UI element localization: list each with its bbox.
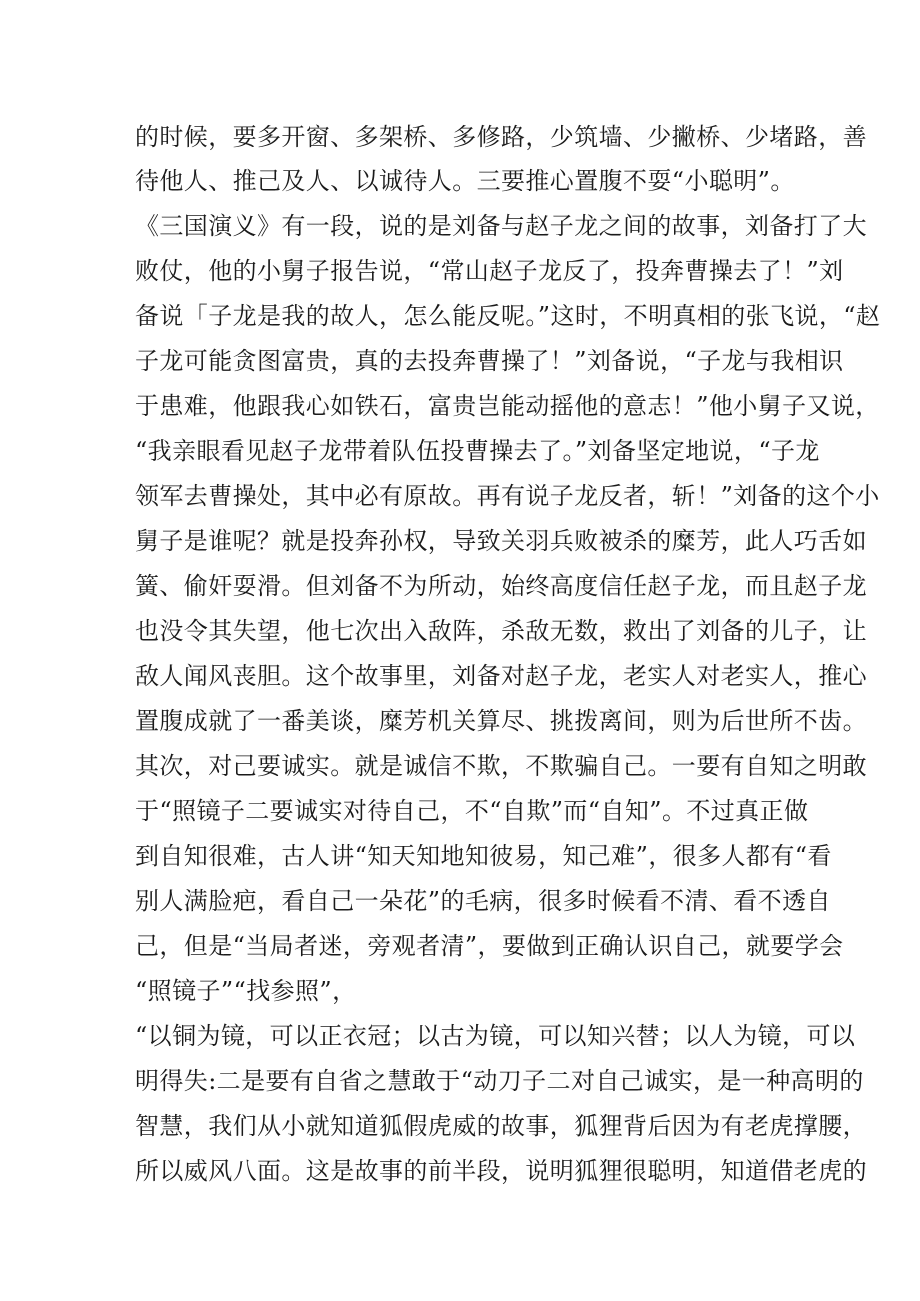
- text-line: 别人满脸疤，看自己一朵花”的毛病，很多时候看不清、看不透自: [135, 887, 831, 915]
- text-line: “照镜子”“找参照”，: [135, 977, 357, 1005]
- text-line: 其次，对己要诚实。就是诚信不欺，不欺骗自己。一要有自知之明敢: [135, 752, 867, 780]
- text-line: 到自知很难，古人讲“知天知地知彼易，知己难”，很多人都有“看: [135, 842, 832, 870]
- text-line: 置腹成就了一番美谈，糜芳机关算尽、挑拨离间，则为后世所不齿。: [135, 707, 867, 735]
- text-line: 于患难，他跟我心如铁石，富贵岂能动摇他的意志！”他小舅子又说，: [135, 392, 880, 420]
- text-line: 的时候，要多开窗、多架桥、多修路，少筑墙、少撇桥、少堵路，善: [135, 123, 867, 151]
- text-line: “以铜为镜，可以正衣冠；以古为镜，可以知兴替；以人为镜，可以: [135, 1022, 856, 1050]
- text-line: “我亲眼看见赵子龙带着队伍投曹操去了。”刘备坚定地说，“子龙: [135, 437, 820, 465]
- text-line: 《三国演义》有一段，说的是刘备与赵子龙之间的故事，刘备打了大: [135, 212, 867, 240]
- text-line: 明得失:二是要有自省之慧敢于“动刀子二对自己诚实，是一种高明的: [135, 1067, 864, 1095]
- text-line: 于“照镜子二要诚实对待自己，不“自欺”而“自知”。不过真正做: [135, 797, 809, 825]
- text-line: 智慧，我们从小就知道狐假虎威的故事，狐狸背后因为有老虎撑腰，: [135, 1112, 867, 1140]
- text-line: 子龙可能贪图富贵，真的去投奔曹操了！”刘备说，“子龙与我相识: [135, 347, 844, 375]
- text-line: 待他人、推己及人、以诚待人。三要推心置腹不耍“小聪明”。: [135, 167, 795, 195]
- text-line: 舅子是谁呢？就是投奔孙权，导致关羽兵败被杀的糜芳，此人巧舌如: [135, 527, 867, 555]
- text-line: 也没令其失望，他七次出入敌阵，杀敌无数，救出了刘备的儿子，让: [135, 617, 867, 645]
- text-line: 领军去曹操处，其中必有原故。再有说子龙反者，斩！”刘备的这个小: [135, 482, 880, 510]
- text-line: 己，但是“当局者迷，旁观者清”，要做到正确认识自己，就要学会: [135, 932, 844, 960]
- text-line: 备说「子龙是我的故人，怎么能反呢。”这时，不明真相的张飞说，“赵: [135, 302, 881, 330]
- text-line: 败仗，他的小舅子报告说，“常山赵子龙反了，投奔曹操去了！”刘: [135, 257, 844, 285]
- text-line: 簧、偷奸耍滑。但刘备不为所动，始终高度信任赵子龙，而且赵子龙: [135, 572, 867, 600]
- text-line: 敌人闻风丧胆。这个故事里，刘备对赵子龙，老实人对老实人，推心: [135, 662, 867, 690]
- text-line: 所以威风八面。这是故事的前半段，说明狐狸很聪明，知道借老虎的: [135, 1157, 867, 1185]
